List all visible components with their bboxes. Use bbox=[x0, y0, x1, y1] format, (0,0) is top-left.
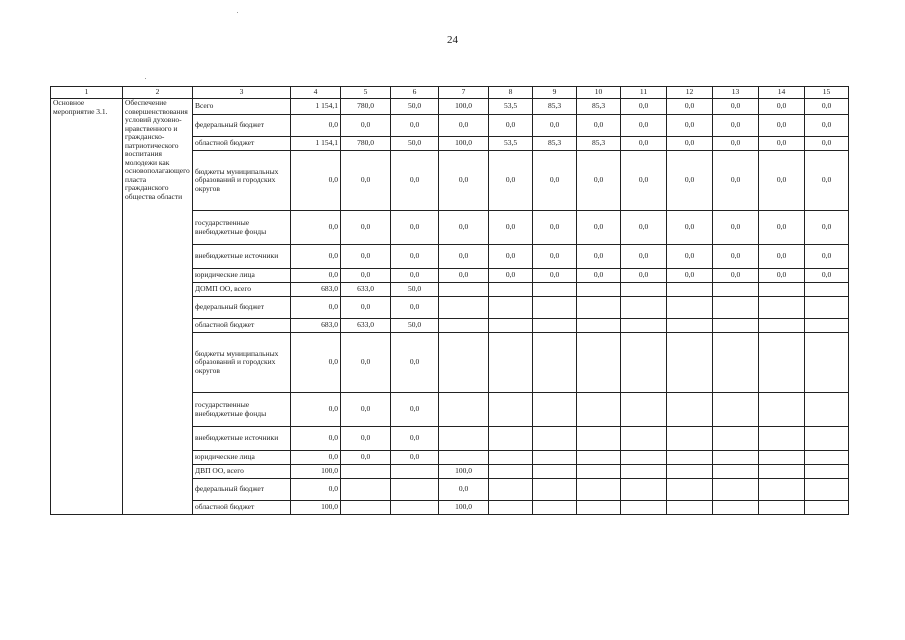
amount-cell: 0,0 bbox=[341, 451, 391, 465]
amount-cell: 0,0 bbox=[489, 211, 533, 245]
amount-cell bbox=[533, 501, 577, 515]
amount-cell: 0,0 bbox=[341, 333, 391, 393]
amount-cell bbox=[533, 465, 577, 479]
amount-cell bbox=[391, 501, 439, 515]
page-number: 24 bbox=[447, 34, 458, 46]
amount-cell bbox=[533, 333, 577, 393]
amount-cell bbox=[439, 451, 489, 465]
amount-cell bbox=[805, 333, 849, 393]
amount-cell bbox=[391, 479, 439, 501]
amount-cell: 0,0 bbox=[341, 151, 391, 211]
column-header: 10 bbox=[577, 87, 621, 99]
amount-cell: 100,0 bbox=[439, 465, 489, 479]
amount-cell bbox=[667, 501, 713, 515]
amount-cell: 53,5 bbox=[489, 137, 533, 151]
amount-cell bbox=[667, 427, 713, 451]
amount-cell: 0,0 bbox=[713, 269, 759, 283]
amount-cell bbox=[577, 465, 621, 479]
amount-cell: 0,0 bbox=[391, 245, 439, 269]
amount-cell: 0,0 bbox=[805, 211, 849, 245]
amount-cell: 0,0 bbox=[805, 115, 849, 137]
amount-cell: 0,0 bbox=[667, 115, 713, 137]
amount-cell: 0,0 bbox=[805, 137, 849, 151]
amount-cell: 0,0 bbox=[713, 211, 759, 245]
amount-cell: 0,0 bbox=[621, 211, 667, 245]
amount-cell bbox=[533, 297, 577, 319]
amount-cell bbox=[621, 451, 667, 465]
amount-cell: 0,0 bbox=[577, 211, 621, 245]
table-row bbox=[51, 99, 849, 115]
column-header: 11 bbox=[621, 87, 667, 99]
amount-cell bbox=[805, 501, 849, 515]
amount-cell: 0,0 bbox=[439, 479, 489, 501]
amount-cell bbox=[577, 427, 621, 451]
amount-cell: 780,0 bbox=[341, 99, 391, 115]
amount-cell: 100,0 bbox=[439, 137, 489, 151]
amount-cell bbox=[439, 427, 489, 451]
amount-cell: 0,0 bbox=[439, 245, 489, 269]
amount-cell bbox=[805, 393, 849, 427]
amount-cell: 0,0 bbox=[667, 99, 713, 115]
amount-cell bbox=[621, 479, 667, 501]
amount-cell bbox=[489, 319, 533, 333]
amount-cell bbox=[341, 479, 391, 501]
amount-cell: 0,0 bbox=[291, 245, 341, 269]
amount-cell bbox=[577, 479, 621, 501]
amount-cell: 0,0 bbox=[341, 269, 391, 283]
amount-cell bbox=[577, 333, 621, 393]
amount-cell: 683,0 bbox=[291, 283, 341, 297]
amount-cell bbox=[713, 427, 759, 451]
amount-cell: 0,0 bbox=[391, 151, 439, 211]
amount-cell bbox=[489, 393, 533, 427]
amount-cell bbox=[759, 479, 805, 501]
column-header: 8 bbox=[489, 87, 533, 99]
amount-cell: 0,0 bbox=[533, 211, 577, 245]
amount-cell: 0,0 bbox=[439, 151, 489, 211]
column-header: 6 bbox=[391, 87, 439, 99]
amount-cell: 0,0 bbox=[759, 211, 805, 245]
amount-cell: 0,0 bbox=[291, 479, 341, 501]
funding-source-label: ДОМП ОО, всего bbox=[193, 283, 291, 297]
amount-cell bbox=[805, 319, 849, 333]
amount-cell bbox=[759, 501, 805, 515]
funding-source-label: Всего bbox=[193, 99, 291, 115]
amount-cell bbox=[667, 333, 713, 393]
amount-cell: 85,3 bbox=[577, 99, 621, 115]
amount-cell bbox=[667, 451, 713, 465]
funding-source-label: областной бюджет bbox=[193, 501, 291, 515]
amount-cell: 100,0 bbox=[439, 501, 489, 515]
amount-cell bbox=[621, 333, 667, 393]
column-header: 9 bbox=[533, 87, 577, 99]
amount-cell: 1 154,1 bbox=[291, 99, 341, 115]
amount-cell bbox=[805, 451, 849, 465]
amount-cell: 0,0 bbox=[291, 211, 341, 245]
funding-source-label: государственные внебюджетные фонды bbox=[193, 393, 291, 427]
column-header: 1 bbox=[51, 87, 123, 99]
amount-cell bbox=[533, 319, 577, 333]
amount-cell bbox=[805, 297, 849, 319]
amount-cell bbox=[759, 427, 805, 451]
amount-cell bbox=[713, 479, 759, 501]
amount-cell: 0,0 bbox=[759, 137, 805, 151]
amount-cell bbox=[621, 297, 667, 319]
column-header: 14 bbox=[759, 87, 805, 99]
amount-cell bbox=[759, 297, 805, 319]
amount-cell bbox=[667, 319, 713, 333]
amount-cell: 0,0 bbox=[805, 151, 849, 211]
funding-source-label: ДВП ОО, всего bbox=[193, 465, 291, 479]
amount-cell bbox=[489, 479, 533, 501]
amount-cell: 0,0 bbox=[805, 245, 849, 269]
amount-cell: 85,3 bbox=[577, 137, 621, 151]
amount-cell: 0,0 bbox=[713, 99, 759, 115]
amount-cell: 0,0 bbox=[489, 245, 533, 269]
amount-cell: 0,0 bbox=[391, 211, 439, 245]
amount-cell: 0,0 bbox=[489, 115, 533, 137]
amount-cell: 0,0 bbox=[391, 393, 439, 427]
amount-cell: 0,0 bbox=[291, 151, 341, 211]
amount-cell: 0,0 bbox=[391, 269, 439, 283]
amount-cell: 0,0 bbox=[489, 269, 533, 283]
amount-cell bbox=[621, 501, 667, 515]
amount-cell bbox=[759, 319, 805, 333]
table-header-row bbox=[51, 87, 849, 99]
amount-cell: 0,0 bbox=[713, 115, 759, 137]
funding-source-label: бюджеты муниципальных образований и городских округов bbox=[193, 151, 291, 211]
amount-cell: 0,0 bbox=[291, 427, 341, 451]
amount-cell bbox=[713, 465, 759, 479]
amount-cell bbox=[533, 451, 577, 465]
amount-cell: 0,0 bbox=[291, 297, 341, 319]
scan-speck bbox=[237, 12, 238, 13]
amount-cell: 0,0 bbox=[759, 99, 805, 115]
amount-cell: 0,0 bbox=[341, 427, 391, 451]
amount-cell: 780,0 bbox=[341, 137, 391, 151]
amount-cell bbox=[805, 479, 849, 501]
amount-cell bbox=[489, 465, 533, 479]
amount-cell bbox=[621, 319, 667, 333]
amount-cell: 0,0 bbox=[391, 333, 439, 393]
amount-cell bbox=[391, 465, 439, 479]
amount-cell: 53,5 bbox=[489, 99, 533, 115]
amount-cell bbox=[805, 465, 849, 479]
amount-cell bbox=[439, 297, 489, 319]
amount-cell: 0,0 bbox=[621, 99, 667, 115]
amount-cell bbox=[577, 393, 621, 427]
amount-cell: 0,0 bbox=[577, 269, 621, 283]
amount-cell bbox=[759, 465, 805, 479]
amount-cell: 50,0 bbox=[391, 137, 439, 151]
amount-cell: 0,0 bbox=[533, 245, 577, 269]
amount-cell: 0,0 bbox=[291, 333, 341, 393]
amount-cell: 683,0 bbox=[291, 319, 341, 333]
amount-cell bbox=[759, 451, 805, 465]
funding-source-label: областной бюджет bbox=[193, 319, 291, 333]
amount-cell: 50,0 bbox=[391, 99, 439, 115]
event-name: Основное мероприятие 3.1. bbox=[51, 99, 123, 515]
amount-cell: 0,0 bbox=[759, 245, 805, 269]
amount-cell bbox=[533, 427, 577, 451]
amount-cell: 0,0 bbox=[621, 245, 667, 269]
amount-cell bbox=[489, 283, 533, 297]
amount-cell: 0,0 bbox=[577, 151, 621, 211]
amount-cell: 0,0 bbox=[291, 393, 341, 427]
amount-cell: 0,0 bbox=[391, 115, 439, 137]
amount-cell: 100,0 bbox=[291, 465, 341, 479]
amount-cell: 0,0 bbox=[805, 269, 849, 283]
amount-cell: 0,0 bbox=[667, 269, 713, 283]
amount-cell: 0,0 bbox=[533, 151, 577, 211]
column-header: 2 bbox=[123, 87, 193, 99]
amount-cell: 0,0 bbox=[489, 151, 533, 211]
amount-cell bbox=[489, 451, 533, 465]
event-description: Обеспечение совершенствования условий духовно-нравственного и гражданско-патриотического воспитания молодежи как основополагающего пласта гражданского общества области bbox=[123, 99, 193, 515]
amount-cell: 50,0 bbox=[391, 319, 439, 333]
funding-source-label: федеральный бюджет bbox=[193, 115, 291, 137]
amount-cell: 50,0 bbox=[391, 283, 439, 297]
amount-cell bbox=[713, 393, 759, 427]
amount-cell bbox=[533, 283, 577, 297]
amount-cell bbox=[439, 283, 489, 297]
amount-cell: 0,0 bbox=[621, 115, 667, 137]
funding-source-label: государственные внебюджетные фонды bbox=[193, 211, 291, 245]
amount-cell: 0,0 bbox=[713, 245, 759, 269]
amount-cell: 0,0 bbox=[291, 269, 341, 283]
amount-cell: 1 154,1 bbox=[291, 137, 341, 151]
amount-cell bbox=[621, 283, 667, 297]
amount-cell: 0,0 bbox=[391, 427, 439, 451]
amount-cell: 0,0 bbox=[621, 137, 667, 151]
amount-cell: 0,0 bbox=[439, 211, 489, 245]
column-header: 5 bbox=[341, 87, 391, 99]
amount-cell bbox=[713, 297, 759, 319]
amount-cell bbox=[667, 297, 713, 319]
column-header: 12 bbox=[667, 87, 713, 99]
amount-cell bbox=[621, 393, 667, 427]
amount-cell: 0,0 bbox=[621, 151, 667, 211]
amount-cell: 633,0 bbox=[341, 319, 391, 333]
amount-cell: 0,0 bbox=[667, 137, 713, 151]
amount-cell: 0,0 bbox=[439, 269, 489, 283]
amount-cell bbox=[805, 427, 849, 451]
amount-cell bbox=[341, 501, 391, 515]
amount-cell: 0,0 bbox=[291, 115, 341, 137]
amount-cell bbox=[713, 283, 759, 297]
amount-cell: 0,0 bbox=[713, 137, 759, 151]
amount-cell: 0,0 bbox=[577, 245, 621, 269]
amount-cell: 0,0 bbox=[759, 269, 805, 283]
amount-cell: 0,0 bbox=[667, 211, 713, 245]
amount-cell bbox=[489, 501, 533, 515]
amount-cell bbox=[667, 283, 713, 297]
amount-cell: 0,0 bbox=[577, 115, 621, 137]
amount-cell: 0,0 bbox=[621, 269, 667, 283]
amount-cell bbox=[759, 283, 805, 297]
amount-cell: 0,0 bbox=[341, 211, 391, 245]
amount-cell: 0,0 bbox=[667, 151, 713, 211]
funding-source-label: федеральный бюджет bbox=[193, 479, 291, 501]
amount-cell bbox=[759, 393, 805, 427]
amount-cell: 0,0 bbox=[713, 151, 759, 211]
amount-cell: 0,0 bbox=[533, 269, 577, 283]
amount-cell bbox=[439, 333, 489, 393]
amount-cell bbox=[439, 393, 489, 427]
amount-cell: 85,3 bbox=[533, 99, 577, 115]
amount-cell bbox=[577, 451, 621, 465]
amount-cell: 0,0 bbox=[341, 115, 391, 137]
amount-cell bbox=[713, 319, 759, 333]
amount-cell: 0,0 bbox=[341, 393, 391, 427]
amount-cell bbox=[577, 319, 621, 333]
amount-cell: 0,0 bbox=[391, 451, 439, 465]
amount-cell: 0,0 bbox=[391, 297, 439, 319]
funding-source-label: федеральный бюджет bbox=[193, 297, 291, 319]
amount-cell bbox=[621, 465, 667, 479]
funding-source-label: юридические лица bbox=[193, 451, 291, 465]
column-header: 13 bbox=[713, 87, 759, 99]
amount-cell bbox=[759, 333, 805, 393]
amount-cell: 0,0 bbox=[341, 245, 391, 269]
amount-cell: 0,0 bbox=[533, 115, 577, 137]
amount-cell bbox=[577, 297, 621, 319]
amount-cell bbox=[713, 451, 759, 465]
amount-cell: 85,3 bbox=[533, 137, 577, 151]
amount-cell bbox=[805, 283, 849, 297]
amount-cell: 0,0 bbox=[291, 451, 341, 465]
amount-cell bbox=[621, 427, 667, 451]
column-header: 4 bbox=[291, 87, 341, 99]
amount-cell bbox=[439, 319, 489, 333]
budget-table bbox=[50, 86, 849, 515]
amount-cell bbox=[713, 333, 759, 393]
amount-cell bbox=[533, 393, 577, 427]
amount-cell bbox=[341, 465, 391, 479]
amount-cell bbox=[667, 465, 713, 479]
column-header: 3 bbox=[193, 87, 291, 99]
amount-cell: 0,0 bbox=[439, 115, 489, 137]
amount-cell: 0,0 bbox=[805, 99, 849, 115]
funding-source-label: внебюджетные источники bbox=[193, 245, 291, 269]
amount-cell bbox=[577, 283, 621, 297]
amount-cell bbox=[533, 479, 577, 501]
column-header: 7 bbox=[439, 87, 489, 99]
funding-source-label: областной бюджет bbox=[193, 137, 291, 151]
amount-cell bbox=[667, 393, 713, 427]
amount-cell: 0,0 bbox=[759, 115, 805, 137]
amount-cell bbox=[713, 501, 759, 515]
funding-source-label: юридические лица bbox=[193, 269, 291, 283]
amount-cell: 100,0 bbox=[439, 99, 489, 115]
amount-cell: 0,0 bbox=[667, 245, 713, 269]
amount-cell: 0,0 bbox=[759, 151, 805, 211]
amount-cell bbox=[667, 479, 713, 501]
amount-cell bbox=[489, 333, 533, 393]
scan-speck bbox=[145, 78, 146, 79]
amount-cell: 0,0 bbox=[341, 297, 391, 319]
amount-cell bbox=[489, 427, 533, 451]
amount-cell bbox=[577, 501, 621, 515]
amount-cell: 633,0 bbox=[341, 283, 391, 297]
funding-source-label: бюджеты муниципальных образований и городских округов bbox=[193, 333, 291, 393]
column-header: 15 bbox=[805, 87, 849, 99]
amount-cell: 100,0 bbox=[291, 501, 341, 515]
amount-cell bbox=[489, 297, 533, 319]
funding-source-label: внебюджетные источники bbox=[193, 427, 291, 451]
